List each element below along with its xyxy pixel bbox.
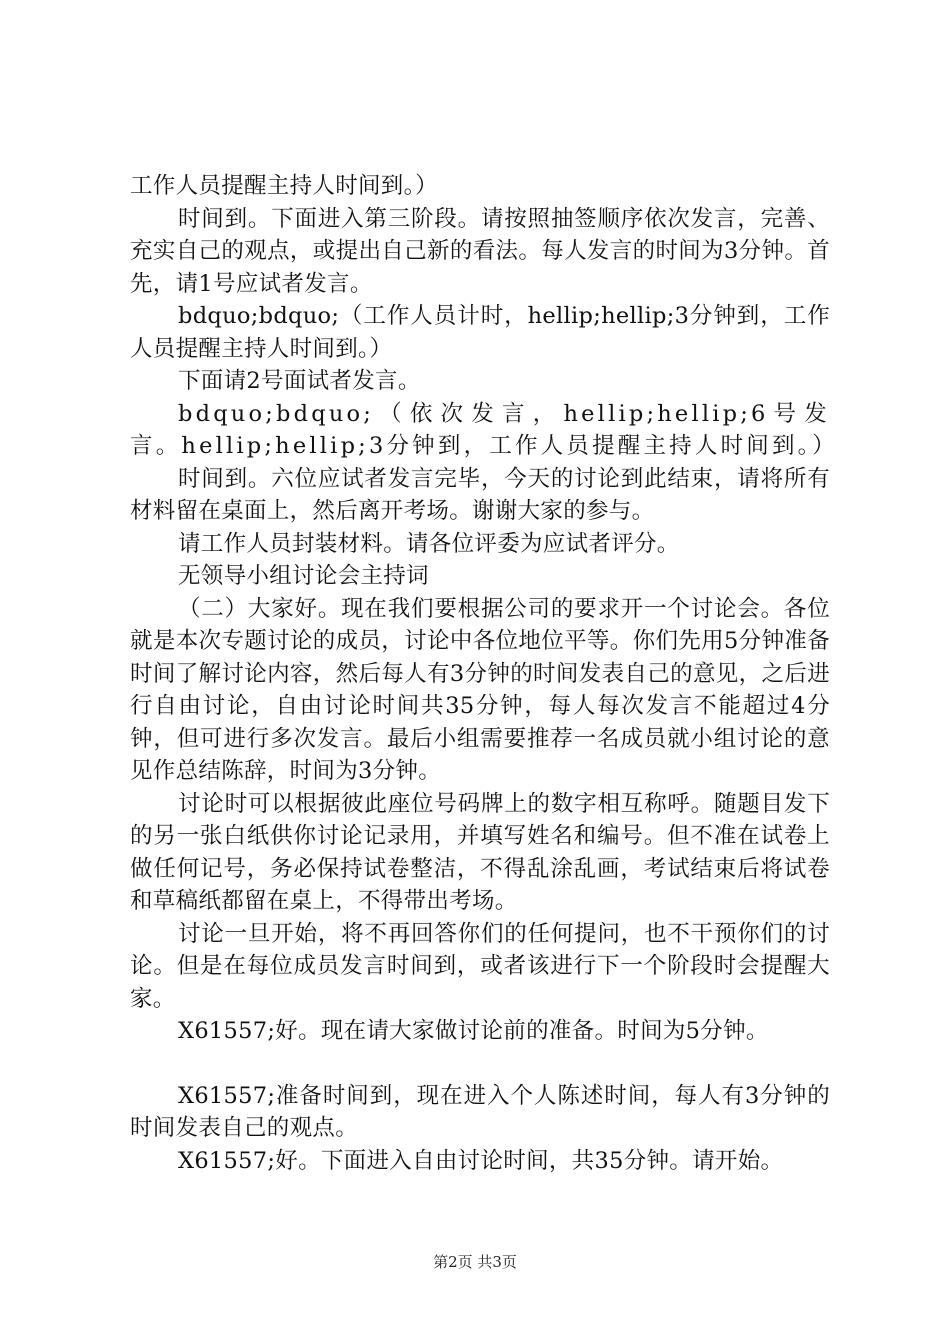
paragraph-6: 时间到。六位应试者发言完毕，今天的讨论到此结束，请将所有材料留在桌面上，然后离开考场。谢谢大家的参与。: [130, 465, 830, 524]
paragraph-13: X61557;准备时间到，现在进入个人陈述时间，每人有3分钟的时间发表自己的观点。: [130, 1082, 830, 1141]
paragraph-3: bdquo;bdquo;（工作人员计时，hellip;hellip;3分钟到，工作人员提醒主持人时间到。）: [130, 303, 830, 362]
paragraph-5: bdquo;bdquo;（依次发言，hellip;hellip;6号发言。hellip;hellip;3分钟到，工作人员提醒主持人时间到。）: [130, 400, 838, 459]
paragraph-4: 下面请2号面试者发言。: [178, 368, 421, 394]
paragraph-7: 请工作人员封装材料。请各位评委为应试者评分。: [178, 530, 680, 557]
paragraph-11: 讨论一旦开始，将不再回答你们的任何提问，也不干预你们的讨论。但是在每位成员发言时间到，或者该进行下一个阶段时会提醒大家。: [130, 920, 830, 1012]
paragraph-9: （二）大家好。现在我们要根据公司的要求开一个讨论会。各位就是本次专题讨论的成员，讨论中各位地位平等。你们先用5分钟准备时间了解讨论内容，然后每人有3分钟的时间发表自己的意见，之后进行自由讨论，自由讨论时间共35分钟，每人每次发言不能超过4分钟，但可进行多次发言。最后小组需要推荐一名成员就小组讨论的意见作总结陈辞，时间为3分钟。: [130, 595, 830, 784]
document-body: [130, 170, 838, 1177]
page-footer: [0, 1252, 950, 1272]
paragraph-14: X61557;好。下面进入自由讨论时间，共35分钟。请开始。: [178, 1147, 784, 1174]
paragraph-10: 讨论时可以根据彼此座位号码牌上的数字相互称呼。随题目发下的另一张白纸供你讨论记录用，并填写姓名和编号。但不准在试卷上做任何记号，务必保持试卷整洁，不得乱涂乱画，考试结束后将试卷和草稿纸都留在桌上，不得带出考场。: [130, 790, 830, 914]
paragraph-12: X61557;好。现在请大家做讨论前的准备。时间为5分钟。: [178, 1018, 769, 1044]
paragraph-2: 时间到。下面进入第三阶段。请按照抽签顺序依次发言，完善、充实自己的观点，或提出自己新的看法。每人发言的时间为3分钟。首先，请1号应试者发言。: [130, 205, 830, 297]
page-number-label: 第2页 共3页: [433, 1253, 517, 1271]
section-heading: 无领导小组讨论会主持词: [178, 563, 429, 589]
paragraph-1: 工作人员提醒主持人时间到。）: [130, 173, 438, 199]
